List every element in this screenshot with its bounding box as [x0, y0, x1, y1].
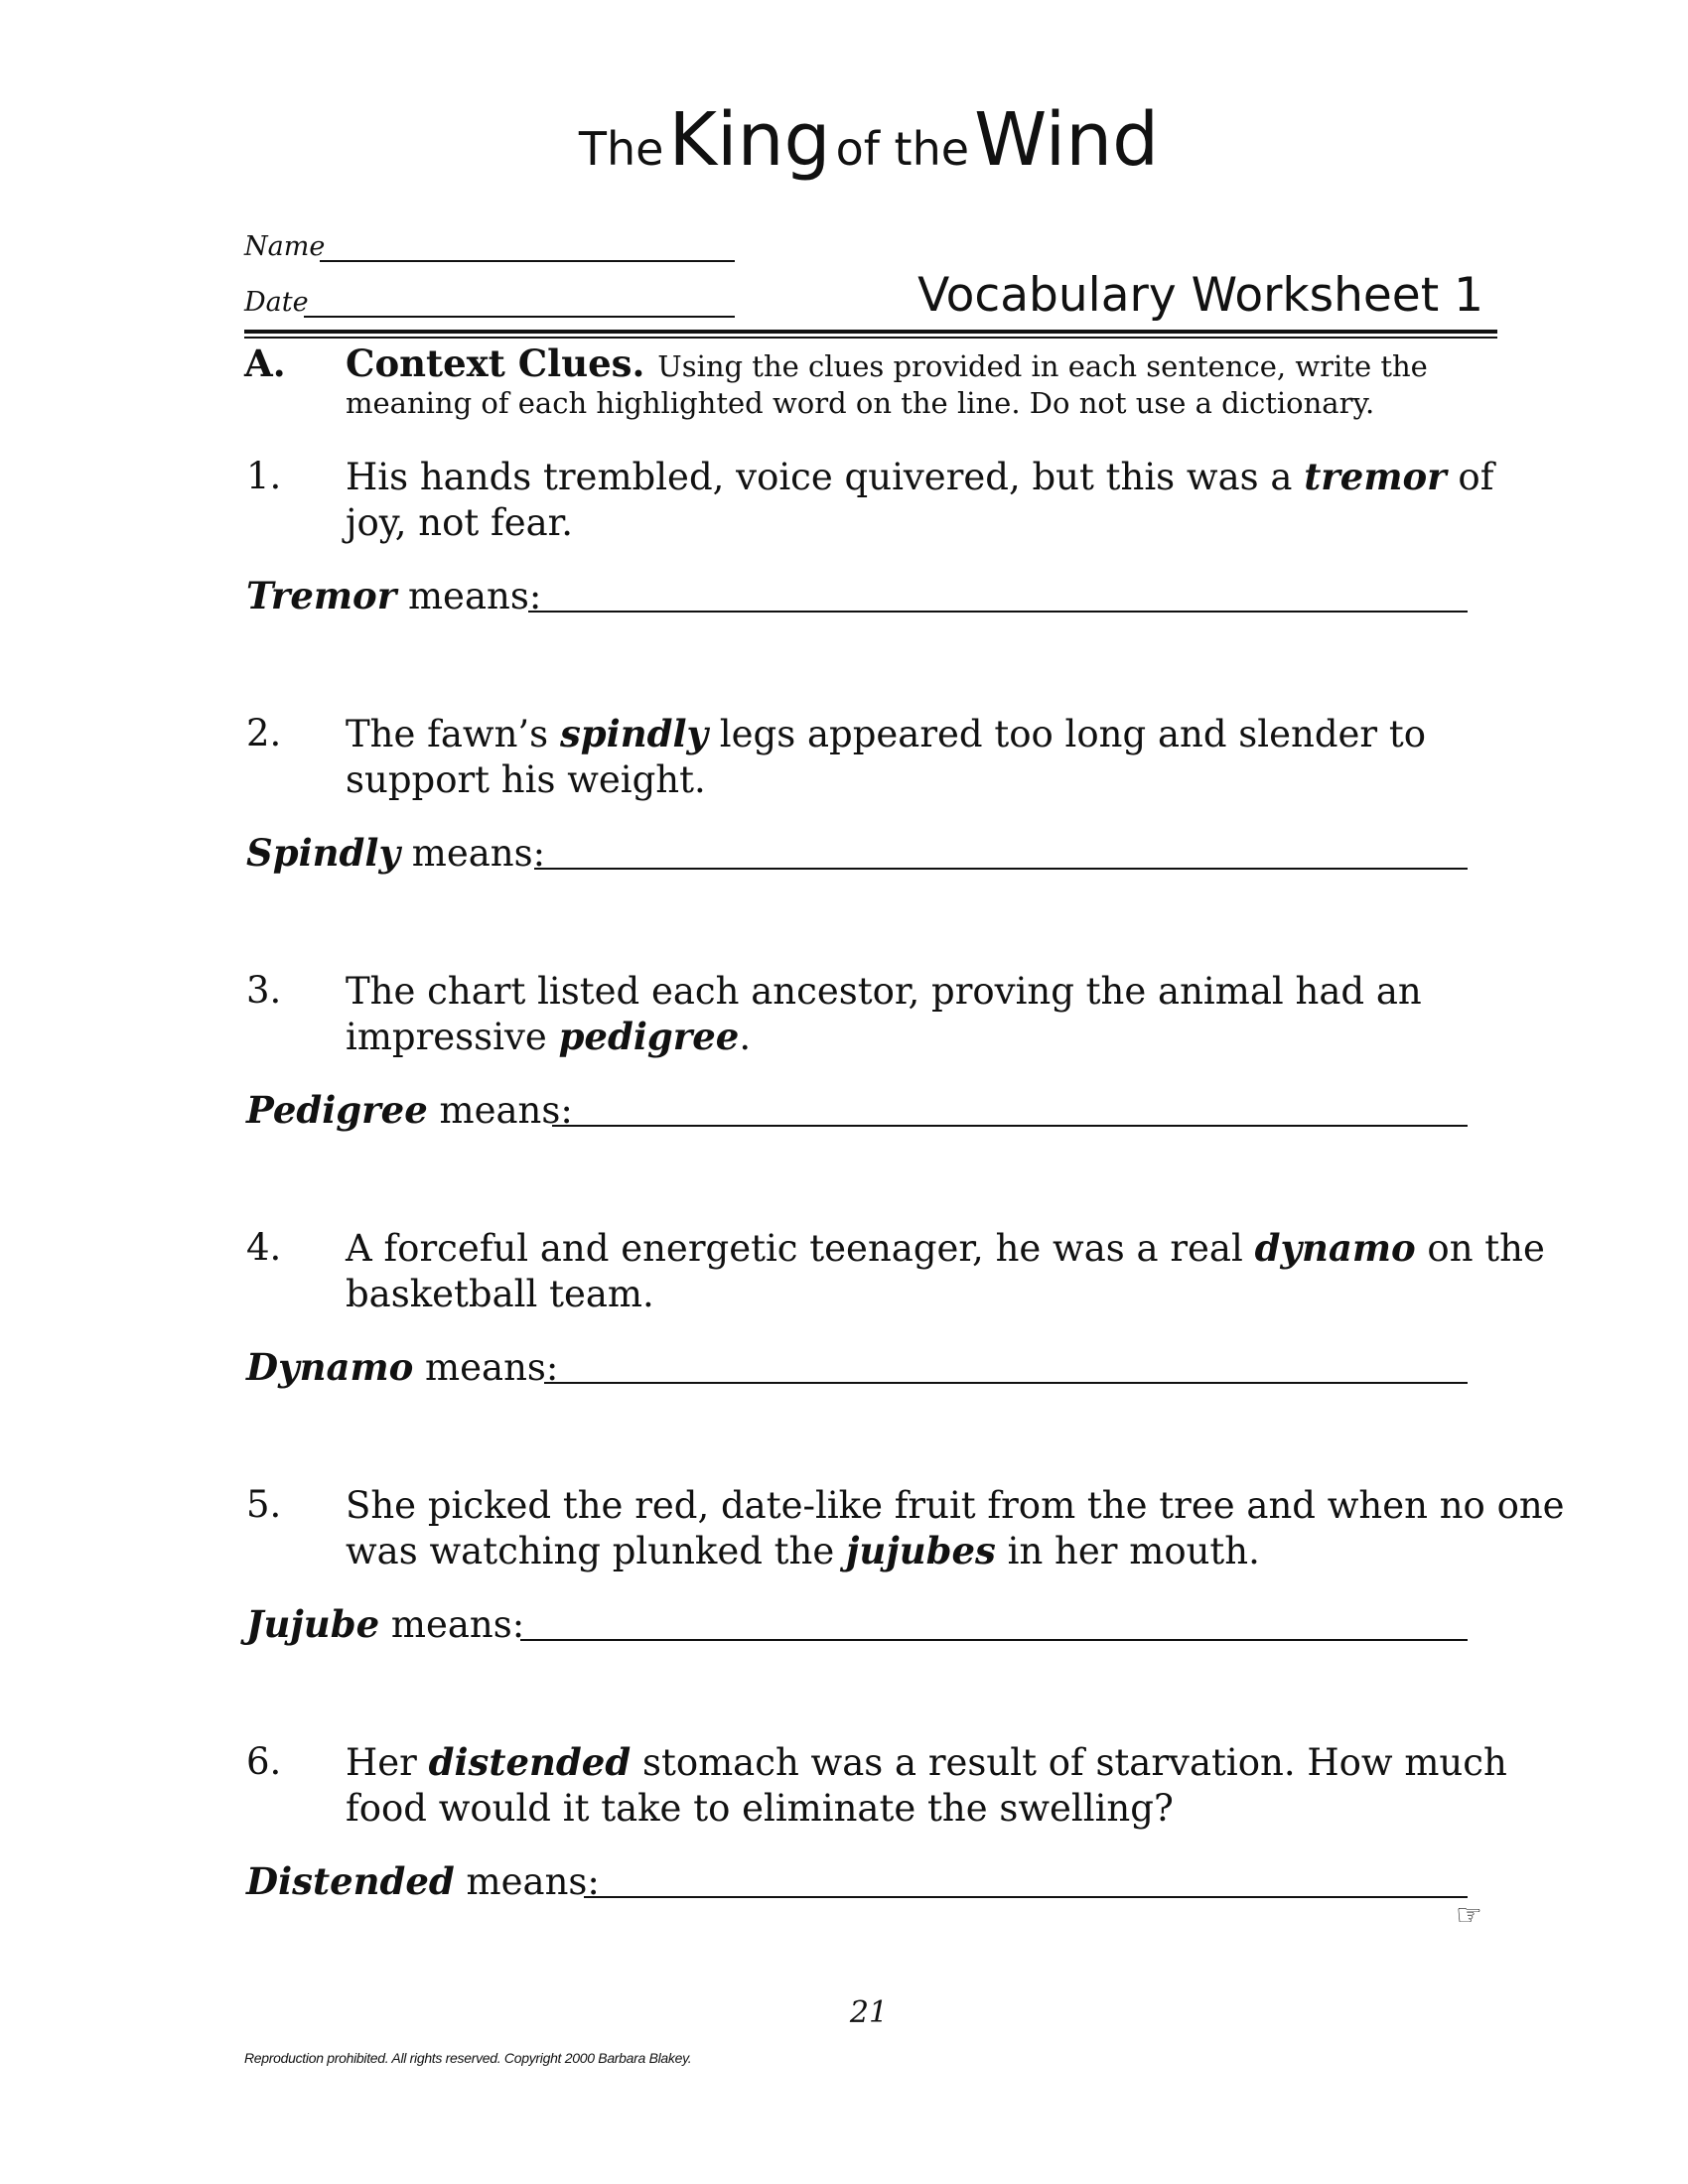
question-text: support his weight. [346, 758, 706, 801]
section-instruction-line-2: meaning of each highlighted word on the line. Do not use a dictionary. [346, 386, 1375, 420]
answer-word: Spindly [246, 831, 400, 875]
question-line-2 [346, 500, 573, 544]
question-number: 2. [246, 712, 282, 754]
question-text: A forceful and energetic teenager, he was a real [346, 1227, 1255, 1270]
header-rule [244, 330, 1497, 334]
question-line-2 [346, 1272, 654, 1315]
answer-line[interactable] [528, 611, 1468, 613]
answer-word: Pedigree [246, 1088, 428, 1132]
question-text: Her [346, 1741, 429, 1784]
question-text: basketball team. [346, 1273, 654, 1315]
question-number: 4. [246, 1226, 282, 1269]
question-number: 3. [246, 969, 282, 1012]
question-text: on the [1415, 1227, 1545, 1270]
question-text: The chart listed each ancestor, proving the animal had an [346, 970, 1422, 1013]
answer-suffix: means: [454, 1860, 600, 1903]
question-line-1 [346, 969, 1422, 1013]
answer-label [246, 1088, 573, 1132]
answer-label [246, 574, 541, 617]
answer-line[interactable] [534, 868, 1468, 870]
answer-word: Distended [246, 1859, 455, 1903]
question-line-2 [346, 1015, 751, 1058]
vocab-word: tremor [1304, 455, 1447, 498]
answer-suffix: means: [379, 1603, 525, 1646]
question-number: 6. [246, 1740, 282, 1783]
name-field[interactable] [320, 260, 735, 262]
title-part-1: The [578, 122, 664, 176]
question-line-1 [346, 1740, 1507, 1784]
answer-suffix: means: [399, 832, 546, 875]
question-text: The fawn’s [346, 713, 560, 755]
title-part-4: Wind [974, 97, 1160, 183]
question-text: stomach was a result of starvation. How much [631, 1741, 1507, 1784]
title-part-2: King [668, 97, 831, 183]
answer-suffix: means: [427, 1089, 573, 1132]
name-label: Name [244, 231, 326, 262]
question-line-1 [346, 712, 1426, 755]
answer-word: Jujube [246, 1602, 380, 1646]
date-label: Date [244, 287, 309, 318]
section-letter: A. [244, 341, 286, 385]
vocab-word: dynamo [1254, 1226, 1416, 1270]
question-line-1 [346, 1483, 1565, 1527]
vocab-word: distended [428, 1740, 632, 1784]
question-text: . [739, 1016, 752, 1058]
question-text: His hands trembled, voice quivered, but this was a [346, 456, 1305, 498]
question-text: in her mouth. [995, 1530, 1260, 1572]
question-line-1 [346, 455, 1493, 498]
answer-line[interactable] [584, 1896, 1468, 1898]
worksheet-title: Vocabulary Worksheet 1 [917, 268, 1483, 323]
vocab-word: pedigree [558, 1015, 740, 1058]
vocab-word: spindly [559, 712, 709, 755]
question-line-2 [346, 1529, 1260, 1572]
answer-label [246, 831, 545, 875]
title-part-3: of the [835, 122, 970, 176]
header-rule-thin [244, 337, 1497, 339]
question-text: legs appeared too long and slender to [708, 713, 1426, 755]
answer-line[interactable] [544, 1382, 1468, 1384]
answer-suffix: means: [413, 1346, 559, 1389]
answer-suffix: means: [396, 575, 542, 617]
page-title [0, 97, 1688, 183]
answer-line[interactable] [552, 1125, 1468, 1127]
answer-label [246, 1345, 558, 1389]
question-number: 1. [246, 455, 282, 497]
question-text: of [1446, 456, 1494, 498]
answer-word: Dynamo [246, 1345, 414, 1389]
section-heading-text: Context Clues. [346, 341, 645, 385]
section-heading [346, 341, 1428, 385]
pointing-hand-icon: ☞ [1456, 1898, 1482, 1933]
answer-label [246, 1859, 600, 1903]
vocab-word: jujubes [846, 1529, 996, 1572]
question-text: joy, not fear. [346, 501, 574, 544]
question-line-2 [346, 1786, 1174, 1830]
question-line-1 [346, 1226, 1545, 1270]
answer-label [246, 1602, 524, 1646]
question-text: was watching plunked the [346, 1530, 847, 1572]
answer-word: Tremor [246, 574, 397, 617]
question-text: impressive [346, 1016, 559, 1058]
page-number: 21 [849, 1995, 889, 2030]
date-field[interactable] [304, 316, 735, 318]
copyright-notice: Reproduction prohibited. All rights reserved. Copyright 2000 Barbara Blakey. [244, 2050, 692, 2066]
section-instruction-line-1: Using the clues provided in each sentence, write the [657, 349, 1428, 383]
question-number: 5. [246, 1483, 282, 1526]
question-text: food would it take to eliminate the swelling? [346, 1787, 1174, 1830]
answer-line[interactable] [520, 1639, 1468, 1641]
question-text: She picked the red, date-like fruit from the tree and when no one [346, 1484, 1565, 1527]
question-line-2 [346, 757, 706, 801]
